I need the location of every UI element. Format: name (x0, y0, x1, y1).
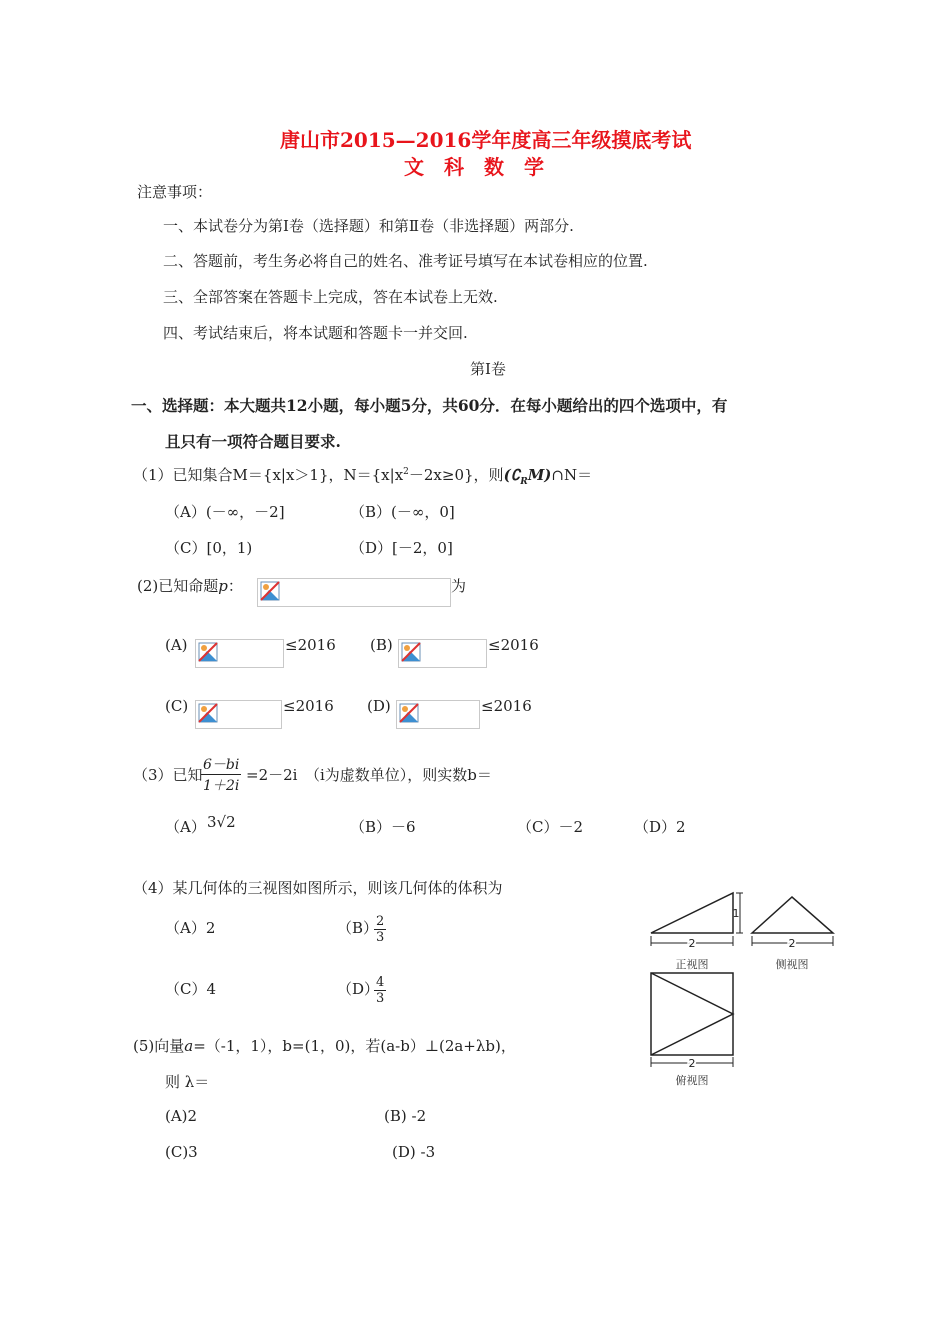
top-view-triangle (651, 973, 733, 1055)
q4-option-d-label: （D） (337, 980, 380, 998)
q3-option-a-label: （A） (165, 818, 206, 836)
side-view-triangle (752, 897, 833, 933)
q2-option-d-image (396, 700, 480, 729)
side-view (752, 897, 833, 971)
q4-stem: （4）某几何体的三视图如图所示，则该几何体的体积为 (133, 879, 503, 897)
q3-option-d: （D）2 (634, 818, 686, 836)
front-view (651, 893, 743, 971)
q3-stem-a: （3）已知 (133, 766, 203, 784)
top-view (651, 973, 733, 1087)
front-view-label: 正视图 (675, 958, 709, 971)
broken-image-icon (260, 581, 280, 601)
q4-option-b-fraction: $\frac{2}{3}$ (376, 914, 385, 945)
notice-item-1: 一、本试卷分为第Ⅰ卷（选择题）和第Ⅱ卷（非选择题）两部分. (163, 217, 574, 235)
q2-option-b-image (398, 639, 487, 668)
q2-formula-image (257, 578, 451, 607)
q2-option-a-image (195, 639, 284, 668)
q5-option-c: (C)3 (165, 1143, 198, 1161)
top-view-square (651, 973, 733, 1055)
notice-item-4: 四、考试结束后，将本试题和答题卡一并交回. (163, 324, 468, 342)
notice-item-3: 三、全部答案在答题卡上完成，答在本试卷上无效. (163, 288, 498, 306)
front-height-label: 1 (732, 907, 740, 920)
q2-option-b-suffix: ≤2016 (488, 636, 539, 654)
q3-equation: =2－2i (246, 766, 298, 784)
notice-heading: 注意事项： (137, 183, 213, 201)
q2-option-c-label: (C) (165, 697, 189, 715)
broken-image-icon (401, 642, 421, 662)
side-dim-label: 2 (788, 937, 796, 950)
q2-option-c-image (195, 700, 282, 729)
top-view-label: 俯视图 (675, 1074, 709, 1087)
notice-item-2: 二、答题前，考生务必将自己的姓名、准考证号填写在本试卷相应的位置. (163, 252, 648, 270)
q2-option-a-label: (A) (165, 636, 188, 654)
exam-subject: 文 科 数 学 (404, 155, 544, 179)
q2-option-c-suffix: ≤2016 (283, 697, 334, 715)
q3-stem-b: （i为虚数单位），则实数b＝ (305, 766, 492, 784)
q5-stem: (5)向量a=（-1，1），b=(1，0)，若(a-b）⊥(2a+λb)， (133, 1037, 516, 1055)
q2-option-d-suffix: ≤2016 (481, 697, 532, 715)
top-dim-label: 2 (688, 1057, 696, 1070)
q2-tail: 为 (451, 577, 467, 595)
q2-option-b-label: (B) (370, 636, 393, 654)
section-heading-line1: 一、选择题：本大题共12小题，每小题5分，共60分．在每小题给出的四个选项中，有 (131, 396, 728, 415)
side-view-label: 侧视图 (775, 958, 809, 971)
q3-fraction: $\frac{6-bi}{1+2i}$ (201, 754, 241, 795)
q1-option-a: （A）(－∞，－2] (165, 503, 285, 521)
q4-option-d-fraction: $\frac{4}{3}$ (376, 975, 385, 1006)
q2-stem: (2)已知命题p： (137, 577, 243, 595)
q3-option-b: （B）－6 (350, 818, 416, 836)
q1-option-c: （C）[0，1) (165, 539, 253, 557)
broken-image-icon (198, 642, 218, 662)
q5-option-a: (A)2 (165, 1107, 198, 1125)
q2-option-a-suffix: ≤2016 (285, 636, 336, 654)
q4-option-a: （A）2 (165, 919, 216, 937)
section-heading-line2: 且只有一项符合题目要求. (165, 432, 341, 451)
front-dim-label: 2 (688, 937, 696, 950)
part-heading: 第Ⅰ卷 (470, 360, 506, 378)
q3-option-c: （C）－2 (517, 818, 584, 836)
front-view-triangle (651, 893, 733, 933)
broken-image-icon (399, 703, 419, 723)
q1-option-d: （D）[－2，0] (350, 539, 453, 557)
broken-image-icon (198, 703, 218, 723)
q4-option-c: （C）4 (165, 980, 217, 998)
exam-title: 唐山市2015—2016学年度高三年级摸底考试 (280, 128, 692, 152)
q5-option-b: (B) -2 (384, 1107, 427, 1125)
q1-option-b: （B）(－∞，0] (350, 503, 455, 521)
q5-option-d: (D) -3 (392, 1143, 436, 1161)
q1-stem: （1）已知集合M＝{x|x＞1}，$N=\{x|x^2-2x\ge 0\}$，则$(∁_RM)\cap N=$ (133, 466, 593, 487)
q2-option-d-label: (D) (367, 697, 391, 715)
q5-line2: 则 λ＝ (165, 1073, 210, 1091)
three-view-figure (640, 885, 845, 1090)
q3-option-a-value: 3√2 (207, 813, 236, 831)
q4-option-b-label: （B） (337, 919, 379, 937)
